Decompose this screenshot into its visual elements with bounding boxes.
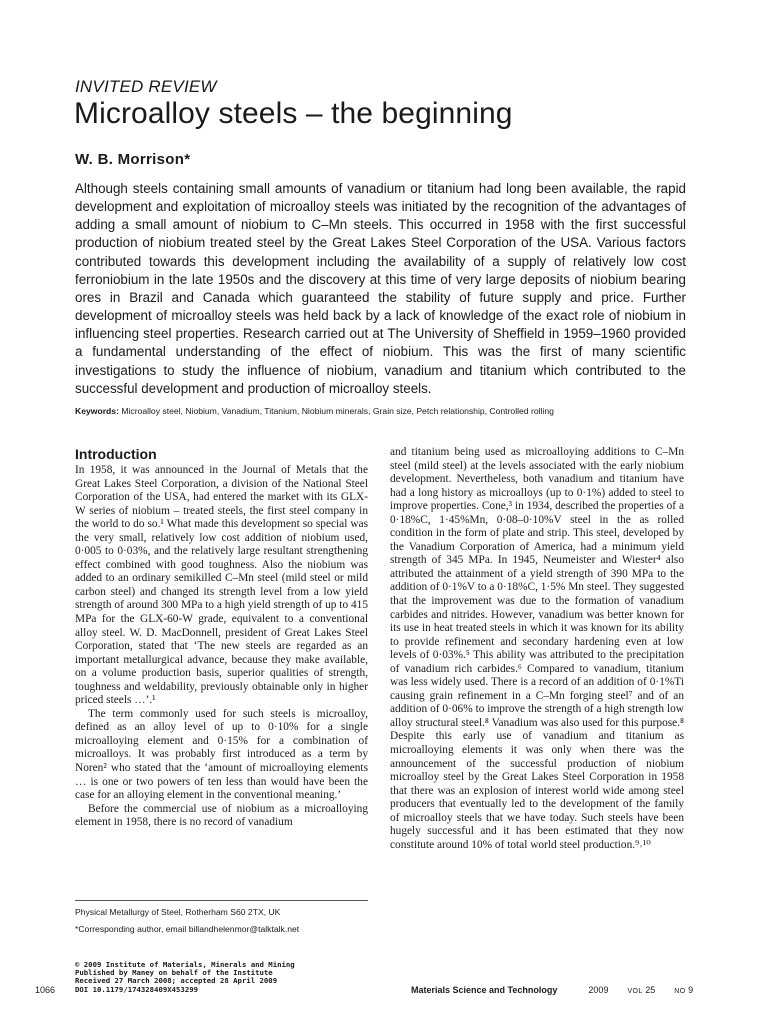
body-column-right — [390, 446, 684, 852]
article-title: Microalloy steels – the beginning — [74, 97, 513, 130]
issue-label: NO — [674, 988, 686, 995]
copyright-block — [75, 961, 295, 994]
keywords — [75, 405, 686, 417]
journal-name: Materials Science and Technology — [411, 985, 558, 995]
affiliation-footnote: Physical Metallurgy of Steel, Rotherham S60 2TX, UK — [75, 907, 281, 917]
issue-number: 9 — [688, 985, 694, 995]
publisher-line: Published by Maney on behalf of the Institute — [75, 968, 273, 978]
section-heading-introduction: Introduction — [75, 446, 157, 462]
received-line: Received 27 March 2008; accepted 28 April 2009 — [75, 976, 278, 986]
body-paragraph: The term commonly used for such steels is microalloy, defined as an alloy level of up to 0·10% for a single microalloying element and 0·15% for a combination of microalloys. It was probably first introduced as a term by Noren² who stated that the ‘amount of microalloying elements … is one or two powers of ten less than would have been the case for an alloying element in the conventional meaning.’ — [75, 707, 368, 802]
footnote-divider — [75, 900, 368, 901]
abstract: Although steels containing small amounts of vanadium or titanium had long been available, the rapid development and exploitation of microalloy steels was initiated by the recognition of the advantages of adding a small amount of niobium to C–Mn steels. This occurred in 1958 with the first successful production of niobium treated steel by the Great Lakes Steel Corporation of the USA. Various factors contributed towards this development including the availability of a supply of relatively low cost ferroniobium in the late 1950s and the discovery at this time of very large deposits of niobium bearing ores in Brazil and Canada which guaranteed the stability of future supply and price. Further development of microalloy steels was held back by a lack of knowledge of the exact role of niobium in influencing steel properties. Research carried out at The University of Sheffield in 1959–1960 provided a fundamental understanding of the effect of niobium. This was the first of many scientific investigations to study the influence of niobium, vanadium and titanium which contributed to the successful development and production of microalloy steels. — [75, 181, 686, 396]
corresponding-author-footnote: *Corresponding author, email billandhelenmor@talktalk.net — [75, 924, 300, 934]
page-number: 1066 — [35, 985, 56, 995]
keywords-label: Keywords: — [75, 406, 119, 416]
body-paragraph: and titanium being used as microalloying additions to C–Mn steel (mild steel) at the levels associated with the early niobium development. Nevertheless, both vanadium and titanium have had a long history as microalloys (up to 0·1%) added to steel to improve properties. Cone,³ in 1934, described the properties of a 0·18%C, 1·45%Mn, 0·08–0·10%V steel in the as rolled condition in the form of plate and strip. This steel, developed by the Vanadium Corporation of America, had a minimum yield strength of 345 MPa. In 1945, Neumeister and Wiester⁴ also attributed the attainment of a yield strength of 390 MPa to the addition of 0·1%V to a 0·18%C, 1·5% Mn steel. They suggested that the improvement was due to the formation of vanadium carbides and nitrides. However, vanadium was better known for its use in heat treated steels in which it was known for its ability to provide refinement and secondary hardening even at low levels of 0·03%.⁵ This ability was attributed to the precipitation of vanadium rich carbides.⁶ Compared to vanadium, titanium was less widely used. There is a record of an addition of 0·1%Ti causing grain refinement in a C–Mn forging steel⁷ and of an addition of 0·06% to improve the strength of a high strength low alloy structural steel.⁸ Vanadium was also used for this purpose.⁸ Despite this early use of vanadium and titanium as microalloying elements it was only when there was the announcement of the successful production of niobium microalloy steel by the Great Lakes Steel Corporation in 1958 that there was an explosion of interest world wide among steel producers that eventually led to the development of the family of microalloy steels that we have today. Such steels have been hugely successful and it has been estimated that they now constitute around 10% of total world steel production.⁹˒¹⁰ — [390, 446, 684, 851]
journal-year: 2009 — [588, 985, 609, 995]
body-column-left — [75, 464, 368, 830]
doi-line: DOI 10.1179/174328409X453299 — [75, 984, 199, 994]
body-paragraph: In 1958, it was announced in the Journal of Metals that the Great Lakes Steel Corporation, a division of the National Steel Corporation of the USA, had entered the market with its GLX-W series of niobium – treated steels, the first steel company in the world to do so.¹ What made this development so special was the very small, relatively low cost addition of niobium used, 0·005 to 0·03%, and the relatively large resultant strengthening effect combined with good toughness. Also the niobium was added to an ordinary semikilled C–Mn steel (mild steel or mild carbon steel) and changed its strength level from a low yield strength of around 300 MPa to a high yield strength of up to 415 MPa for the GLX-60-W grade, equivalent to a conventional alloy steel. W. D. MacDonnell, president of Great Lakes Steel Corporation, stated that ‘The new steels are regarded as an important metallurgical advance, because they make available, on a volume production basis, superior qualities of strength, toughness and weldability, previously obtainable only in higher priced steels …’.¹ — [75, 464, 368, 707]
journal-footer — [411, 985, 693, 995]
volume-label: VOL — [627, 988, 643, 995]
keywords-text: Microalloy steel, Niobium, Vanadium, Titanium, Niobium minerals, Grain size, Petch relationship, Controlled rolling — [121, 406, 554, 416]
author-name: W. B. Morrison* — [75, 151, 191, 168]
section-label: INVITED REVIEW — [75, 77, 217, 96]
copyright-line: © 2009 Institute of Materials, Minerals and Mining — [75, 960, 295, 969]
volume-number: 25 — [645, 985, 656, 995]
body-paragraph: Before the commercial use of niobium as a microalloying element in 1958, there is no record of vanadium — [75, 802, 368, 829]
